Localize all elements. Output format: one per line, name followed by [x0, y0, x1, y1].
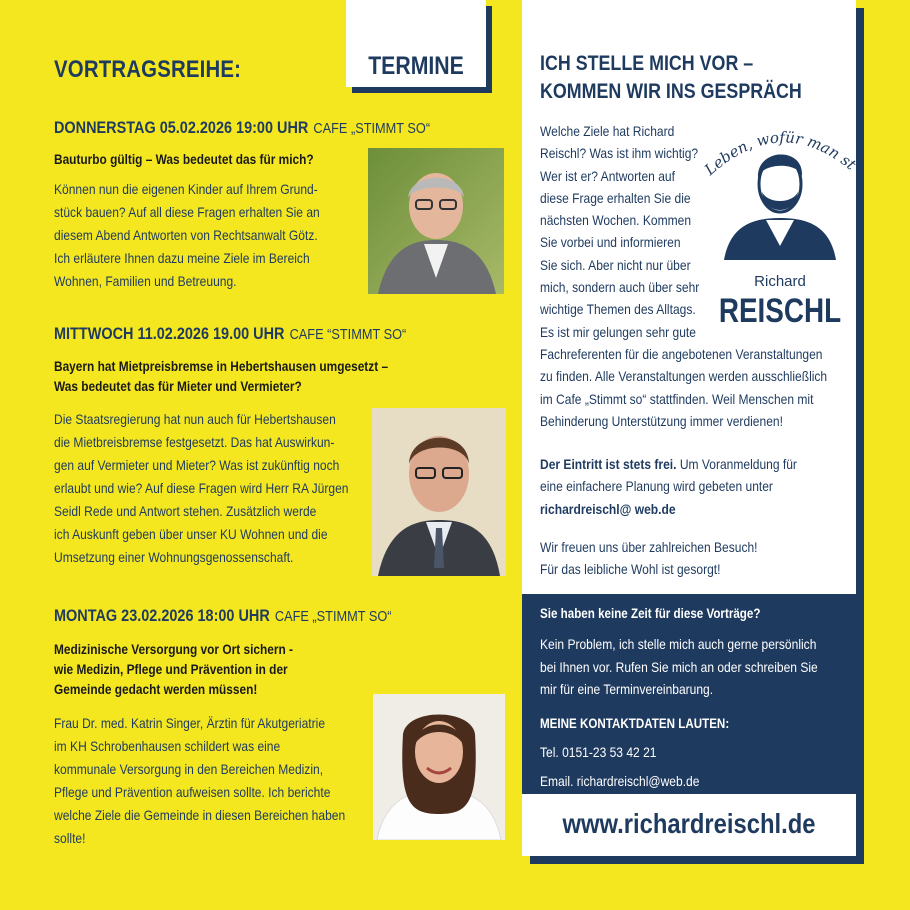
intro-line: Sie sich. Aber nicht nur über — [540, 256, 691, 273]
logo-first-name: Richard — [754, 273, 806, 290]
termine-tab — [346, 0, 486, 87]
event-2-body-line: Umsetzung einer Wohnungsgenossenschaft. — [54, 549, 294, 565]
event-1-date: DONNERSTAG 05.02.2026 19:00 UHR — [54, 118, 309, 137]
event-2-subtitle-line: Bayern hat Mietpreisbremse in Hebertshausen umgesetzt – — [54, 359, 389, 374]
intro-line: mich, sondern auch über sehr — [540, 279, 700, 296]
event-3-date: MONTAG 23.02.2026 18:00 UHR — [54, 606, 270, 625]
event-2-body-line: Seidl Rede und Antwort stehen. Zusätzlich werde — [54, 503, 317, 519]
event-3-subtitle-line: Gemeinde gedacht werden müssen! — [54, 682, 258, 697]
event-3-subtitle-line: wie Medizin, Pflege und Prävention in der — [54, 662, 288, 677]
event-3-body-line: welche Ziele die Gemeinde in diesen Bereichen haben — [54, 807, 346, 823]
event-2-date: MITTWOCH 11.02.2026 19.00 UHR — [54, 324, 285, 343]
event-3-body-line: im KH Schrobenhausen schildert was eine — [54, 738, 281, 754]
welcome-line: Wir freuen uns über zahlreichen Besuch! — [540, 539, 758, 555]
event-2-place: CAFE “STIMMT SO“ — [289, 326, 407, 343]
event-1-body-line: Können nun die eigenen Kinder auf Ihrem Grund- — [54, 181, 318, 197]
event-1-body-line: Ich erläutere Ihnen dazu meine Ziele im Bereich — [54, 250, 310, 266]
intro-line: zu finden. Alle Veranstaltungen werden ausschließlich — [540, 368, 828, 385]
series-heading: VORTRAGSREIHE: — [54, 56, 242, 83]
entry-line: eine einfachere Planung wird gebeten unter — [540, 478, 773, 495]
contact-body-line: bei Ihnen vor. Rufen Sie mich an oder schreiben Sie — [540, 658, 818, 675]
intro-line: Fachreferenten für die angebotenen Veranstaltungen — [540, 345, 823, 362]
event-2-subtitle-line: Was bedeutet das für Mieter und Vermieter? — [54, 379, 302, 394]
intro-line: nächsten Wochen. Kommen — [540, 212, 692, 229]
event-3-body-line: kommunale Versorgung in den Bereichen Medizin, — [54, 761, 324, 777]
event-3-body-line: sollte! — [54, 830, 86, 846]
intro-line: Welche Ziele hat Richard — [540, 123, 675, 139]
intro-line: Sie vorbei und informieren — [540, 234, 681, 251]
intro-line: diese Frage erhalten Sie die — [540, 189, 691, 206]
termine-tab-label: TERMINE — [368, 52, 464, 80]
contact-body — [540, 633, 818, 701]
event-3-title — [54, 606, 392, 626]
event-3-body-line: Pflege und Prävention aufweisen sollte. Ich berichte — [54, 784, 331, 800]
event-1-subtitle — [54, 150, 314, 170]
event-2-body — [54, 408, 348, 569]
event-3-body — [54, 712, 345, 850]
event-3-body-line: Frau Dr. med. Katrin Singer, Ärztin für Akutgeriatrie — [54, 715, 326, 731]
intro-line: Reischl? Was ist ihm wichtig? — [540, 145, 699, 162]
speaker-photo-goetz — [368, 148, 504, 294]
intro-line: wichtige Themen des Alltags. — [540, 301, 696, 318]
event-3-subtitle-line: Medizinische Versorgung vor Ort sichern - — [54, 642, 293, 657]
intro-heading-line: KOMMEN WIR INS GESPRÄCH — [540, 80, 802, 103]
event-1-body-line: diesem Abend Antworten von Rechtsanwalt Götz. — [54, 227, 318, 243]
entry-free: Der Eintritt ist stets frei. — [540, 456, 677, 472]
event-1-body-line: Wohnen, Familien und Betreuung. — [54, 273, 237, 289]
intro-line: Es ist mir gelungen sehr gute — [540, 323, 696, 340]
event-3-place: CAFE „STIMMT SO“ — [274, 608, 392, 625]
event-2-title — [54, 324, 406, 344]
intro-line: Wer ist er? Antworten auf — [540, 167, 675, 184]
event-1-body-line: stück bauen? Auf all diese Fragen erhalten Sie an — [54, 204, 320, 220]
contact-body-line: mir für eine Terminvereinbarung. — [540, 681, 714, 697]
intro-heading — [540, 50, 802, 106]
event-2-subtitle — [54, 357, 388, 397]
intro-text — [540, 120, 827, 432]
entry-registration: Um Voranmeldung für — [676, 456, 797, 472]
logo-last-name: REISCHL — [718, 291, 842, 330]
event-2-body-line: erlaubt und wie? Auf diese Fragen wird Herr RA Jürgen — [54, 480, 349, 496]
event-1-place: CAFE „STIMMT SO“ — [313, 120, 431, 137]
contact-body-line: Kein Problem, ich stelle mich auch gerne persönlich — [540, 636, 817, 652]
website-link[interactable]: www.richardreischl.de — [562, 808, 816, 839]
event-3-subtitle — [54, 640, 293, 700]
contact-question: Sie haben keine Zeit für diese Vorträge? — [540, 606, 761, 621]
entry-info — [540, 453, 797, 520]
intro-line: im Cafe „Stimmt so“ stattfinden. Weil Menschen mit — [540, 390, 814, 407]
event-1-subtitle-line: Bauturbo gültig – Was bedeutet das für mich? — [54, 152, 314, 167]
welcome-line: Für das leibliche Wohl ist gesorgt! — [540, 561, 721, 578]
intro-line: Behinderung Unterstützung immer verdienen! — [540, 412, 783, 429]
contact-phone[interactable]: Tel. 0151-23 53 42 21 — [540, 744, 657, 760]
event-1-body — [54, 178, 320, 293]
speaker-photo-singer — [373, 694, 505, 840]
contact-email[interactable]: Email. richardreischl@web.de — [540, 773, 700, 789]
logo-slogan: Leben, wofür man st — [700, 128, 860, 179]
speaker-photo-seidl — [372, 408, 506, 576]
event-1-title — [54, 118, 430, 138]
event-2-body-line: Die Staatsregierung hat nun auch für Hebertshausen — [54, 411, 336, 427]
event-2-body-line: gen auf Vermieter und Mieter? Was ist zukünftig noch — [54, 457, 340, 473]
contact-heading: MEINE KONTAKTDATEN LAUTEN: — [540, 716, 730, 731]
intro-heading-line: ICH STELLE MICH VOR – — [540, 52, 754, 75]
welcome-text — [540, 536, 758, 581]
event-2-body-line: die Mietbreisbremse festgesetzt. Das hat Auswirkun- — [54, 434, 335, 450]
entry-email[interactable]: richardreischl@ web.de — [540, 500, 676, 517]
event-2-body-line: ich Auskunft geben über unser KU Wohnen und die — [54, 526, 328, 542]
